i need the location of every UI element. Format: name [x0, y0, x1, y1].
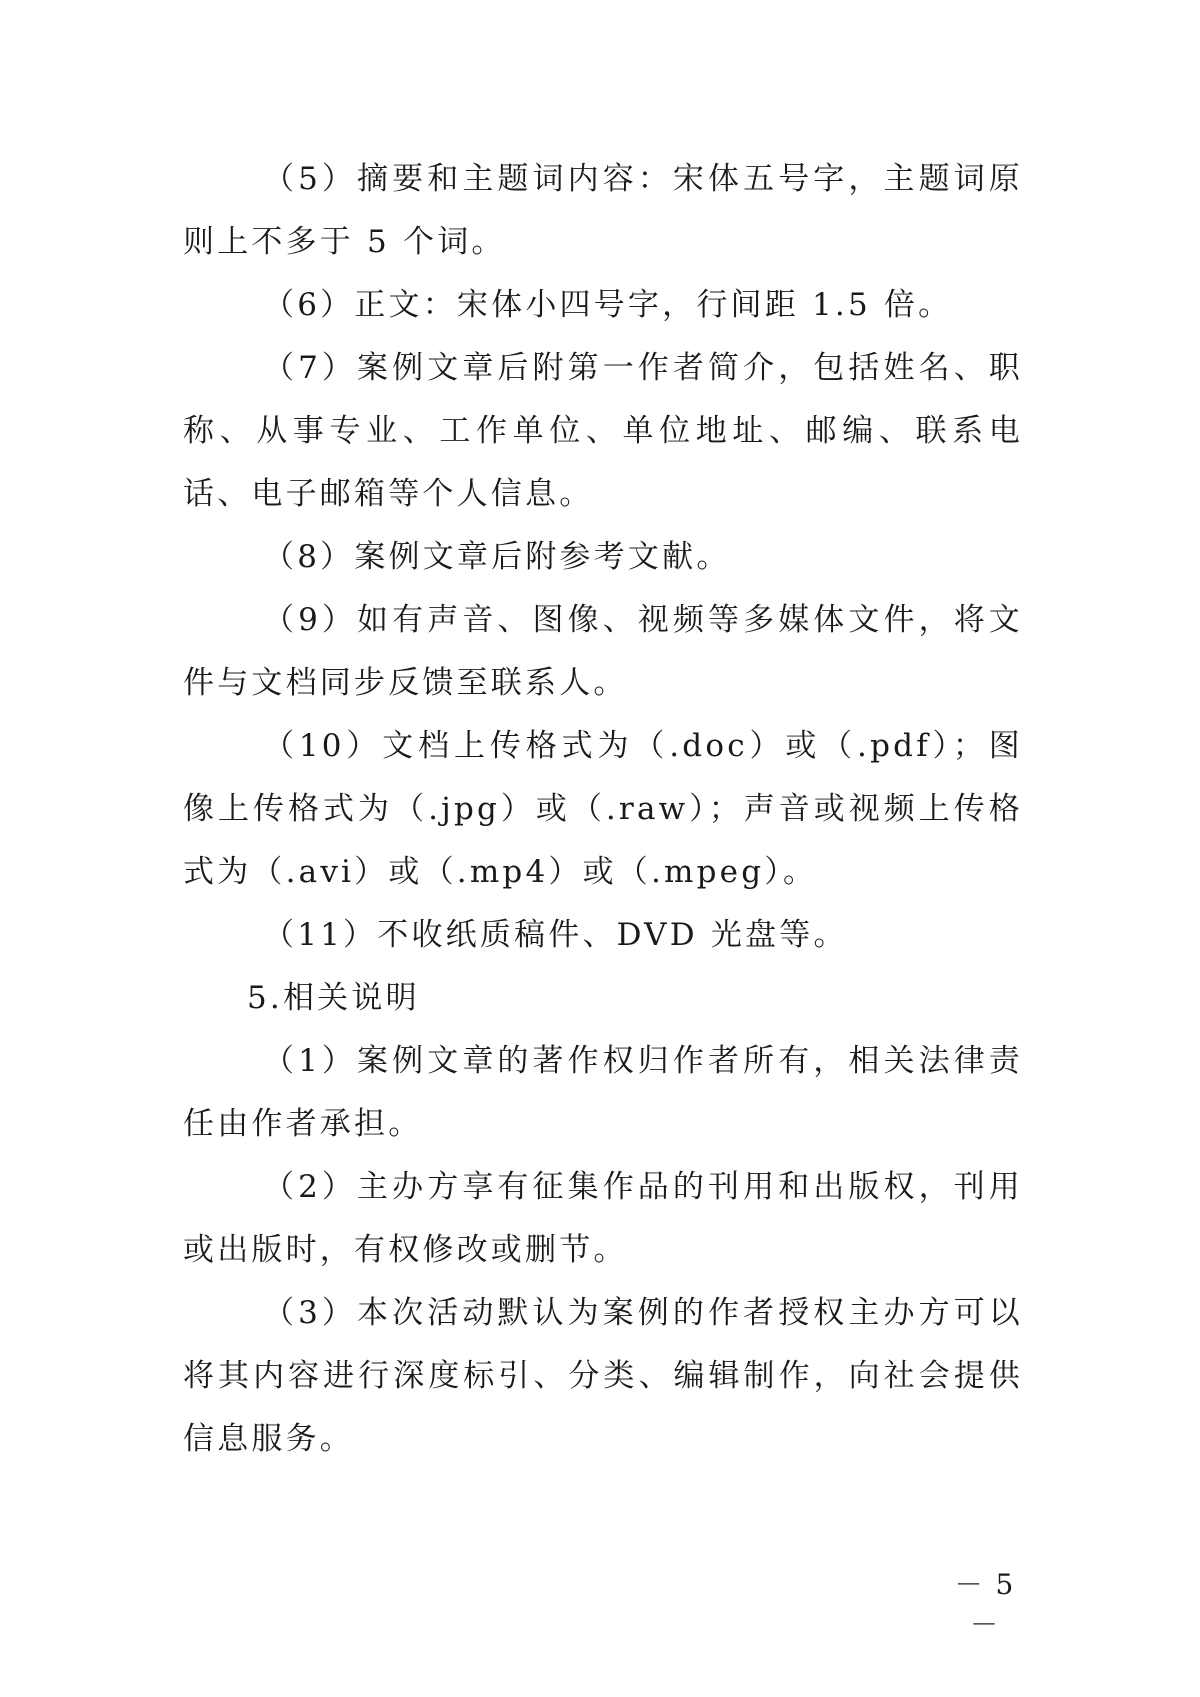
paragraph-author-profile: （7）案例文章后附第一作者简介，包括姓名、职称、从事专业、工作单位、单位地址、邮编、联系电话、电子邮箱等个人信息。 — [183, 350, 1023, 512]
paragraph-copyright: （1）案例文章的著作权归作者所有，相关法律责任由作者承担。 — [183, 1043, 1023, 1142]
page-number: － 5 － — [954, 1568, 1016, 1641]
paragraph-publication-rights: （2）主办方享有征集作品的刊用和出版权，刊用或出版时，有权修改或删节。 — [183, 1169, 1023, 1268]
paragraph-abstract-keywords-format: （5）摘要和主题词内容：宋体五号字，主题词原则上不多于 5 个词。 — [183, 161, 1023, 260]
paragraph-multimedia-files: （9）如有声音、图像、视频等多媒体文件，将文件与文档同步反馈至联系人。 — [183, 602, 1023, 701]
section-heading-related-notes: 5.相关说明 — [247, 980, 420, 1016]
paragraph-no-paper-submissions: （11）不收纸质稿件、DVD 光盘等。 — [263, 917, 848, 953]
paragraph-references: （8）案例文章后附参考文献。 — [263, 539, 731, 575]
document-body — [183, 148, 1023, 1471]
paragraph-upload-formats: （10）文档上传格式为（.doc）或（.pdf）；图像上传格式为（.jpg）或（.raw）；声音或视频上传格式为（.avi）或（.mp4）或（.mpeg）。 — [183, 728, 1023, 890]
paragraph-authorization: （3）本次活动默认为案例的作者授权主办方可以将其内容进行深度标引、分类、编辑制作，向社会提供信息服务。 — [183, 1295, 1023, 1457]
paragraph-body-text-format: （6）正文：宋体小四号字，行间距 1.5 倍。 — [263, 287, 953, 323]
